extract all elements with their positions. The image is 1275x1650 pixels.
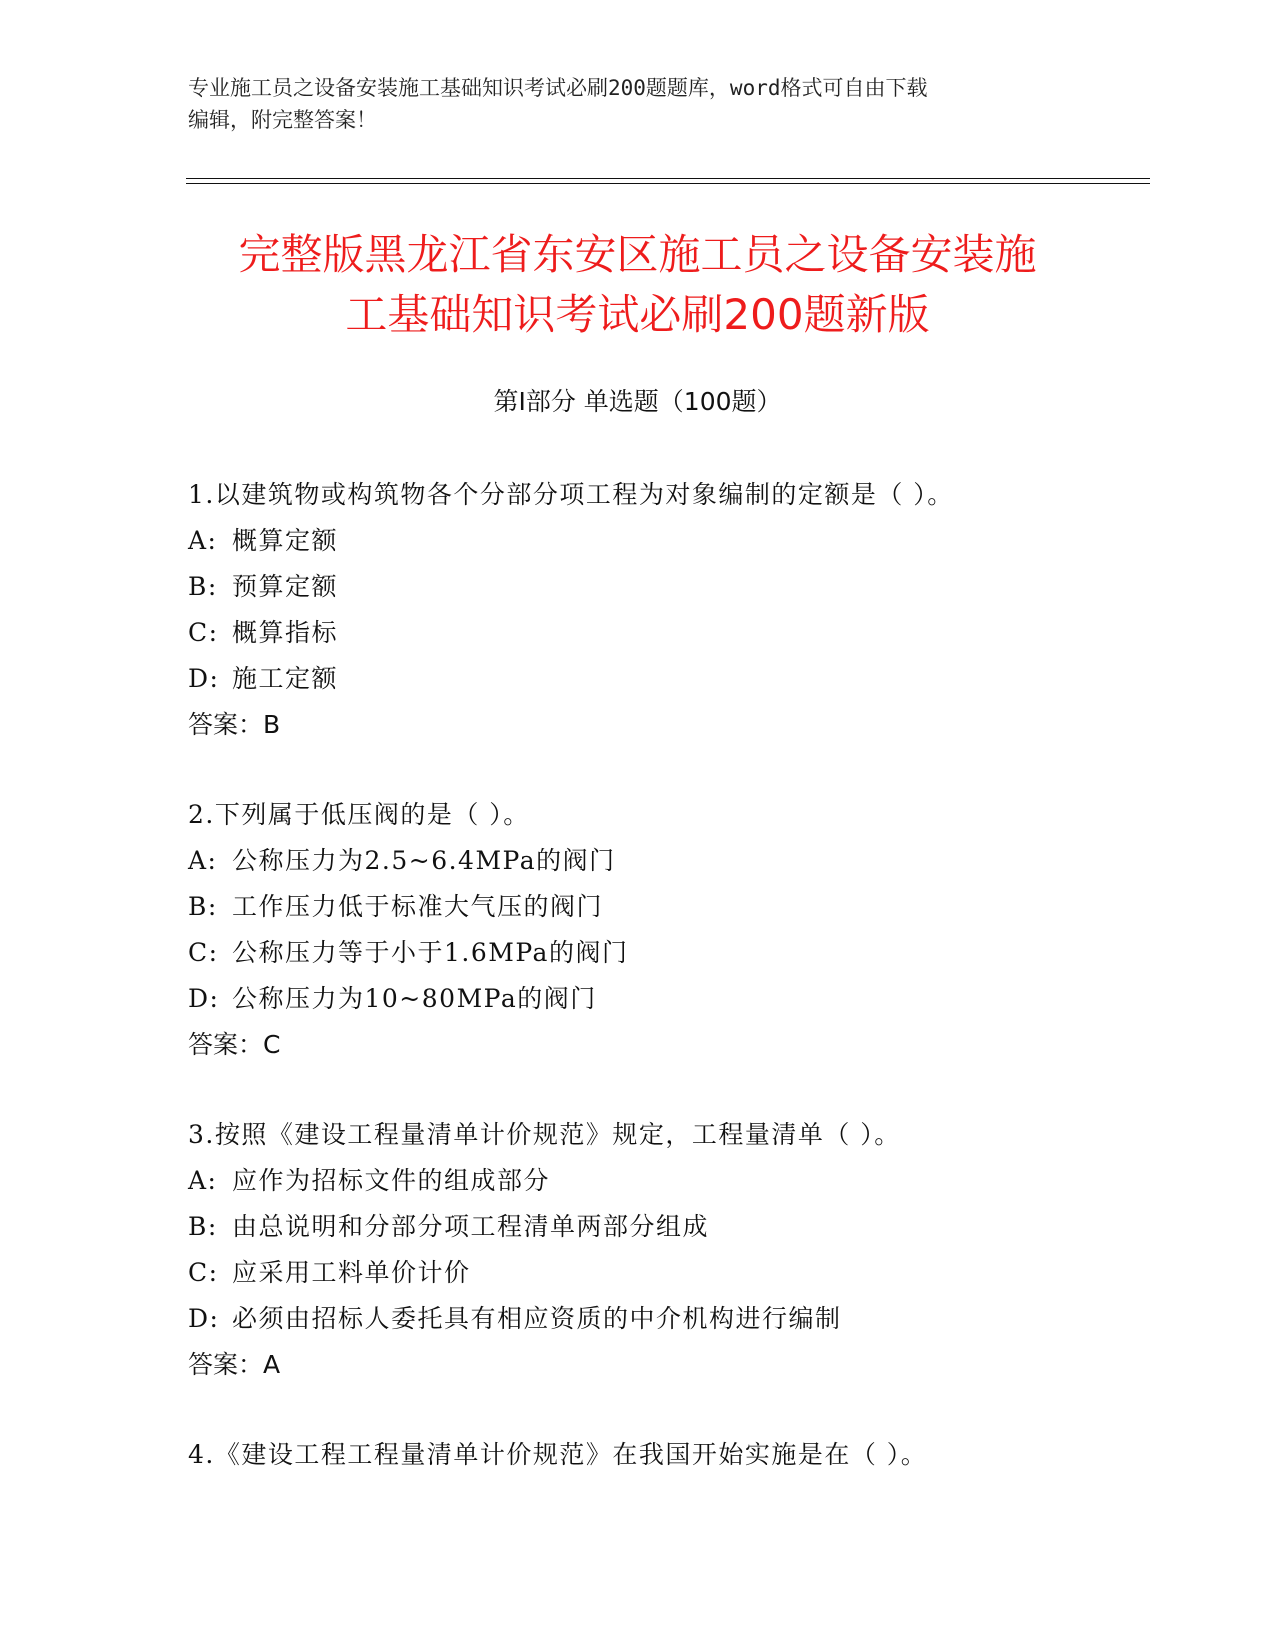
question-answer	[188, 702, 1188, 748]
question-stem: 2.下列属于低压阀的是（ ）。	[188, 800, 530, 829]
option-text: 工作压力低于标准大气压的阀门	[232, 892, 604, 921]
option-text: 概算指标	[232, 618, 339, 647]
option-text: 公称压力为10~80MPa的阀门	[232, 984, 597, 1013]
question-answer	[188, 1342, 1188, 1388]
question-list	[188, 472, 1188, 1522]
option-text: 公称压力等于小于1.6MPa的阀门	[232, 938, 629, 967]
option-text: 必须由招标人委托具有相应资质的中介机构进行编制	[232, 1304, 842, 1333]
option-letter: C:	[188, 618, 219, 647]
question-option	[188, 564, 1188, 610]
question-item	[188, 1112, 1188, 1388]
option-text: 施工定额	[232, 664, 339, 693]
option-letter: B:	[188, 1212, 218, 1241]
option-letter: A:	[188, 526, 218, 555]
question-option	[188, 838, 1188, 884]
question-option	[188, 656, 1188, 702]
question-option	[188, 1250, 1188, 1296]
section-heading: 第Ⅰ部分 单选题（100题）	[493, 387, 782, 416]
document-title	[0, 225, 1275, 345]
question-option	[188, 930, 1188, 976]
option-text: 应作为招标文件的组成部分	[232, 1166, 551, 1195]
header-note-line-1: 专业施工员之设备安装施工基础知识考试必刷200题题库，word格式可自由下载	[188, 76, 928, 100]
question-option	[188, 1204, 1188, 1250]
option-letter: C:	[188, 938, 219, 967]
question-answer	[188, 1022, 1188, 1068]
question-option	[188, 884, 1188, 930]
question-item	[188, 472, 1188, 748]
header-note	[188, 72, 1088, 136]
document-title-line-1: 完整版黑龙江省东安区施工员之设备安装施	[238, 230, 1037, 279]
option-text: 应采用工料单价计价	[232, 1258, 471, 1287]
header-note-line-2: 编辑，附完整答案！	[188, 108, 377, 132]
option-letter: B:	[188, 892, 218, 921]
answer-value: B	[263, 710, 281, 739]
option-text: 公称压力为2.5~6.4MPa的阀门	[232, 846, 616, 875]
question-option	[188, 610, 1188, 656]
option-letter: D:	[188, 1304, 220, 1333]
option-letter: A:	[188, 1166, 218, 1195]
question-option	[188, 518, 1188, 564]
option-text: 预算定额	[232, 572, 339, 601]
question-item	[188, 792, 1188, 1068]
document-title-line-2: 工基础知识考试必刷200题新版	[345, 290, 930, 339]
question-stem: 3.按照《建设工程量清单计价规范》规定，工程量清单（ ）。	[188, 1120, 901, 1149]
option-letter: D:	[188, 664, 220, 693]
question-option	[188, 976, 1188, 1022]
header-divider-thin	[186, 183, 1150, 184]
answer-label: 答案：	[188, 1350, 264, 1379]
option-letter: A:	[188, 846, 218, 875]
option-text: 概算定额	[232, 526, 339, 555]
option-letter: B:	[188, 572, 218, 601]
question-stem: 4.《建设工程工程量清单计价规范》在我国开始实施是在（ ）。	[188, 1440, 928, 1469]
question-item	[188, 1432, 1188, 1478]
answer-label: 答案：	[188, 710, 264, 739]
option-letter: C:	[188, 1258, 219, 1287]
answer-value: C	[263, 1030, 281, 1059]
question-option	[188, 1296, 1188, 1342]
question-stem: 1.以建筑物或构筑物各个分部分项工程为对象编制的定额是（ ）。	[188, 480, 954, 509]
option-letter: D:	[188, 984, 220, 1013]
header-divider-thick	[186, 178, 1150, 179]
answer-value: A	[263, 1350, 281, 1379]
answer-label: 答案：	[188, 1030, 264, 1059]
option-text: 由总说明和分部分项工程清单两部分组成	[232, 1212, 710, 1241]
question-option	[188, 1158, 1188, 1204]
